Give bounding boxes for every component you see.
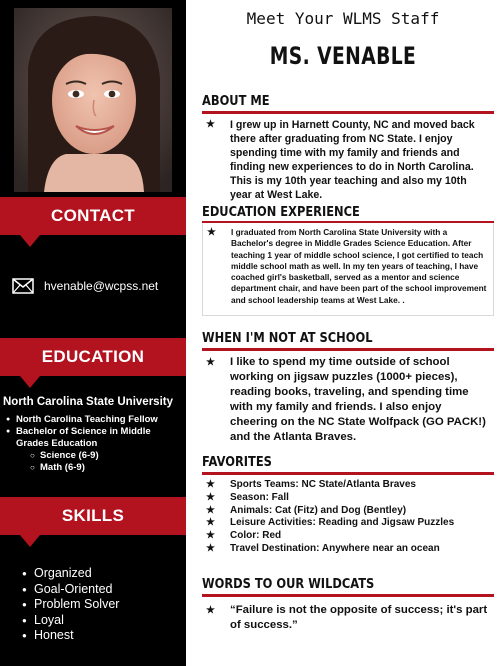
skill-item: ● Organized bbox=[22, 566, 119, 582]
section-divider bbox=[202, 472, 494, 475]
star-bullet-icon: ★ bbox=[206, 605, 215, 616]
star-bullet-icon: ★ bbox=[206, 357, 215, 368]
concentration-list bbox=[30, 450, 184, 474]
section-words bbox=[202, 577, 494, 633]
section-text: I like to spend my time outside of school working on jigsaw puzzles (1000+ pieces), reading books, traveling, and spending time with my family and friends. I also enjoy cheering on the NC State Wolfpack (GO PACK!) and the Atlanta Braves. bbox=[230, 356, 486, 443]
section-title: FAVORITES bbox=[202, 455, 272, 470]
section-divider bbox=[202, 348, 494, 351]
email-link[interactable]: hvenable@wcpss.net bbox=[44, 279, 159, 293]
skills-list bbox=[22, 566, 119, 644]
sidebar bbox=[0, 0, 186, 666]
section-education-experience bbox=[202, 205, 494, 316]
education-list bbox=[6, 414, 184, 474]
section-title: ABOUT ME bbox=[202, 94, 270, 109]
section-divider bbox=[202, 111, 494, 114]
section-divider bbox=[202, 594, 494, 597]
section-not-at-school bbox=[202, 331, 494, 445]
section-about bbox=[202, 94, 494, 202]
page-kicker: Meet Your WLMS Staff bbox=[246, 9, 440, 28]
contact-heading: CONTACT bbox=[0, 197, 186, 235]
skill-item: ● Goal-Oriented bbox=[22, 582, 119, 598]
education-school: North Carolina State University bbox=[3, 396, 173, 408]
portrait-photo bbox=[14, 8, 172, 192]
skill-item: ● Problem Solver bbox=[22, 597, 119, 613]
concentration-item: ○ Math (6-9) bbox=[30, 462, 184, 474]
education-item-label: Bachelor of Science in Middle Grades Education bbox=[16, 426, 151, 449]
favorite-item: ★ Sports Teams: NC State/Atlanta Braves bbox=[202, 479, 490, 492]
section-text: I graduated from North Carolina State University with a Bachelor's degree in Middle Grades Science Education. After teaching 1 year of middle school science, I got certified to teach middle school math as well. In my ten years of teaching, I have coached girl's basketball, served as a mentor and science department chair, and have been part of the school improvement and school leadership teams at West Lake. . bbox=[231, 227, 487, 305]
favorite-item: ★ Leisure Activities: Reading and Jigsaw Puzzles bbox=[202, 517, 490, 530]
favorite-item: ★ Color: Red bbox=[202, 530, 490, 543]
email-row[interactable] bbox=[12, 276, 186, 296]
star-bullet-icon: ★ bbox=[206, 119, 215, 130]
concentration-item: ○ Science (6-9) bbox=[30, 450, 184, 462]
favorites-list bbox=[202, 479, 490, 556]
envelope-icon bbox=[12, 278, 34, 294]
section-title: WHEN I'M NOT AT SCHOOL bbox=[202, 331, 373, 346]
skill-item: ● Loyal bbox=[22, 613, 119, 629]
section-favorites bbox=[202, 455, 494, 556]
page-title: MS. VENABLE bbox=[269, 42, 417, 70]
education-heading: EDUCATION bbox=[0, 338, 186, 376]
star-bullet-icon: ★ bbox=[207, 227, 216, 238]
favorite-item: ★ Season: Fall bbox=[202, 492, 490, 505]
section-title: WORDS TO OUR WILDCATS bbox=[202, 577, 375, 592]
skill-item: ● Honest bbox=[22, 628, 119, 644]
favorite-item: ★ Travel Destination: Anywhere near an ocean bbox=[202, 543, 490, 556]
main-content bbox=[186, 0, 500, 666]
favorite-item: ★ Animals: Cat (Fitz) and Dog (Bentley) bbox=[202, 505, 490, 518]
education-item bbox=[6, 426, 184, 474]
quote-text: “Failure is not the opposite of success; it's part of success.” bbox=[230, 604, 488, 631]
section-title: EDUCATION EXPERIENCE bbox=[202, 205, 360, 220]
education-item: ● North Carolina Teaching Fellow bbox=[6, 414, 184, 426]
skills-heading: SKILLS bbox=[0, 497, 186, 535]
section-text: I grew up in Harnett County, NC and moved back there after graduating from NC State. I enjoy spending time with my family and friends and finding new experiences to do in North Carolina. This is my 10th year teaching and also my 10th year at West Lake. bbox=[230, 119, 475, 201]
